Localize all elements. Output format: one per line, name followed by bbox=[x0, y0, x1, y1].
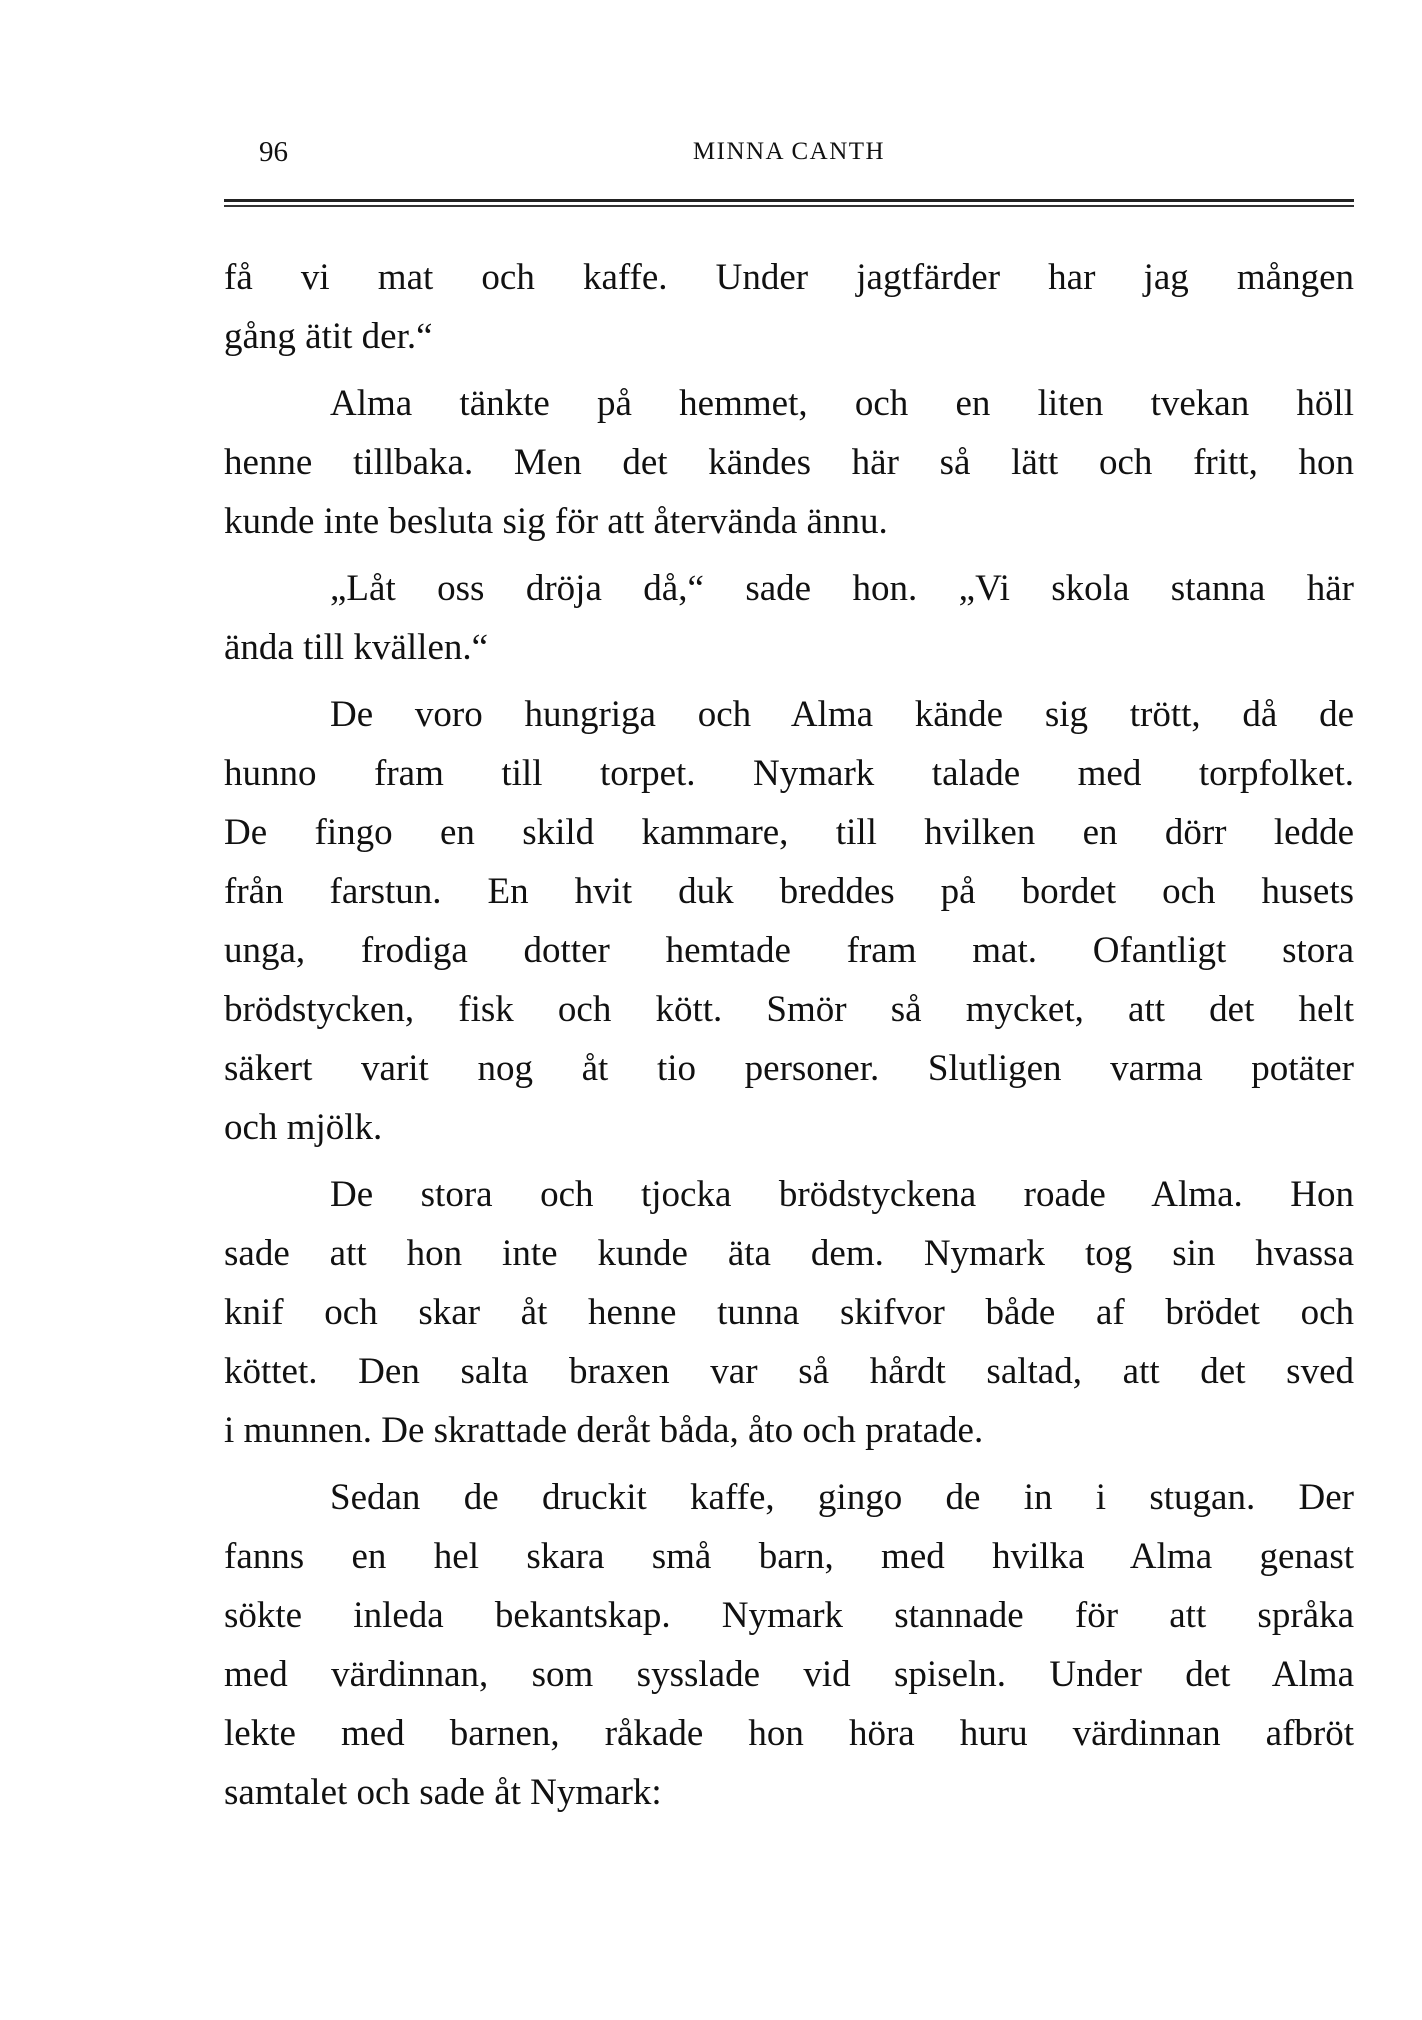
text-line: hunno fram till torpet. Nymark talade med torpfolket. bbox=[224, 753, 1354, 794]
text-line: unga, frodiga dotter hemtade fram mat. Ofantligt stora bbox=[224, 930, 1354, 971]
body-text bbox=[224, 248, 1354, 1830]
page-number: 96 bbox=[259, 136, 288, 168]
paragraph bbox=[224, 559, 1354, 677]
text-line: ända till kvällen.“ bbox=[224, 627, 489, 668]
paragraph bbox=[224, 248, 1354, 366]
text-line: brödstycken, fisk och kött. Smör så mycket, att det helt bbox=[224, 989, 1354, 1030]
text-line: sade att hon inte kunde äta dem. Nymark tog sin hvassa bbox=[224, 1233, 1354, 1274]
text-line: De stora och tjocka brödstyckena roade Alma. Hon bbox=[330, 1174, 1354, 1215]
paragraph bbox=[224, 1165, 1354, 1460]
text-line: kunde inte besluta sig för att återvända ännu. bbox=[224, 501, 888, 542]
text-line: knif och skar åt henne tunna skifvor både af brödet och bbox=[224, 1292, 1354, 1333]
text-line: gång ätit der.“ bbox=[224, 316, 433, 357]
text-line: samtalet och sade åt Nymark: bbox=[224, 1772, 662, 1813]
text-line: från farstun. En hvit duk breddes på bordet och husets bbox=[224, 871, 1354, 912]
running-title: MINNA CANTH bbox=[692, 138, 886, 165]
paragraph bbox=[224, 1468, 1354, 1822]
text-line: fanns en hel skara små barn, med hvilka Alma genast bbox=[224, 1536, 1354, 1577]
text-line: lekte med barnen, råkade hon höra huru värdinnan afbröt bbox=[224, 1713, 1354, 1754]
header-double-rule bbox=[224, 199, 1354, 208]
rule-thick-line bbox=[224, 199, 1354, 202]
text-line: sökte inleda bekantskap. Nymark stannade för att språka bbox=[224, 1595, 1354, 1636]
text-line: i munnen. De skrattade deråt båda, åto och pratade. bbox=[224, 1410, 984, 1451]
text-line: „Låt oss dröja då,“ sade hon. „Vi skola stanna här bbox=[330, 568, 1354, 609]
paragraph bbox=[224, 374, 1354, 551]
text-line: köttet. Den salta braxen var så hårdt saltad, att det sved bbox=[224, 1351, 1354, 1392]
text-line: Sedan de druckit kaffe, gingo de in i stugan. Der bbox=[330, 1477, 1354, 1518]
text-line: henne tillbaka. Men det kändes här så lätt och fritt, hon bbox=[224, 442, 1354, 483]
text-line: Alma tänkte på hemmet, och en liten tvekan höll bbox=[330, 383, 1354, 424]
text-line: De fingo en skild kammare, till hvilken en dörr ledde bbox=[224, 812, 1354, 853]
page-header bbox=[224, 132, 1354, 172]
text-line: få vi mat och kaffe. Under jagtfärder har jag mången bbox=[224, 257, 1354, 298]
rule-thin-line bbox=[224, 205, 1354, 207]
text-line: säkert varit nog åt tio personer. Slutligen varma potäter bbox=[224, 1048, 1354, 1089]
paragraph bbox=[224, 685, 1354, 1157]
text-line: med värdinnan, som sysslade vid spiseln. Under det Alma bbox=[224, 1654, 1354, 1695]
text-line: och mjölk. bbox=[224, 1107, 383, 1148]
text-line: De voro hungriga och Alma kände sig trött, då de bbox=[330, 694, 1354, 735]
